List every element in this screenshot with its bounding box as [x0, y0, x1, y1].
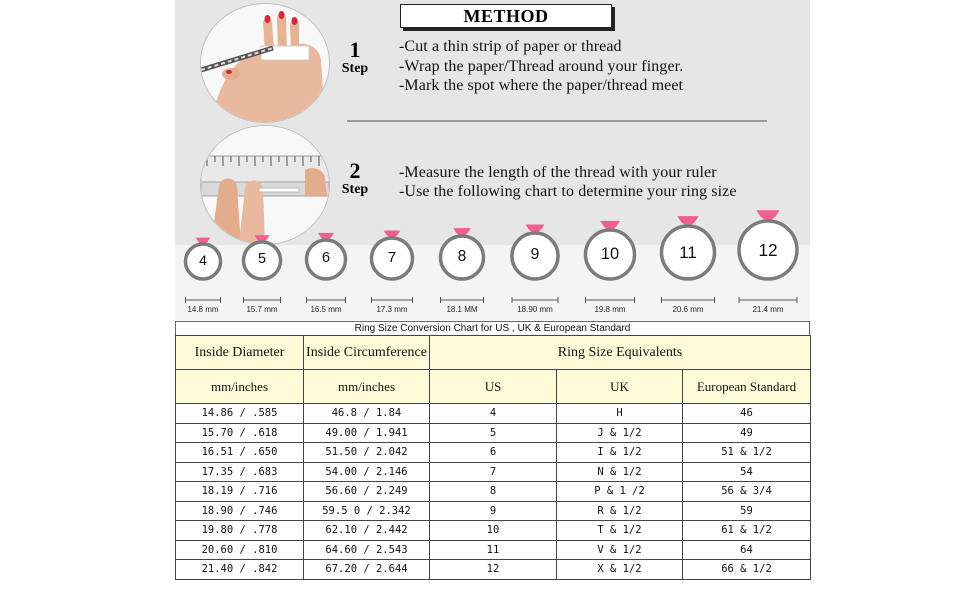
step-2-number: 2 — [349, 158, 361, 183]
ring-size-label: 9 — [530, 246, 540, 263]
cell-european: 56 & 3/4 — [683, 482, 811, 502]
cell-diameter: 14.86 / .585 — [176, 404, 304, 424]
header-inside-circumference: Inside Circumference — [304, 336, 430, 370]
table-row — [176, 521, 811, 541]
cell-circumference: 59.5 0 / 2.342 — [304, 501, 430, 521]
cell-european: 51 & 1/2 — [683, 443, 811, 463]
cell-us: 12 — [430, 560, 557, 580]
method-title: METHOD — [400, 4, 612, 28]
cell-diameter: 18.90 / .746 — [176, 501, 304, 521]
cell-uk: H — [557, 404, 683, 424]
cell-european: 49 — [683, 423, 811, 443]
ring-diameter-label: 14.8 mm — [187, 305, 219, 314]
ring-size-chart — [175, 335, 811, 580]
cell-us: 10 — [430, 521, 557, 541]
header-ring-size-equivalents: Ring Size Equivalents — [430, 336, 811, 370]
step-2-line-1: -Measure the length of the thread with your ruler — [399, 164, 717, 181]
cell-uk: J & 1/2 — [557, 423, 683, 443]
cell-european: 59 — [683, 501, 811, 521]
ring-size-label: 8 — [457, 247, 467, 265]
cell-diameter: 17.35 / .683 — [176, 462, 304, 482]
step-1-line-2: -Wrap the paper/Thread around your finger. — [399, 58, 684, 75]
cell-us: 4 — [430, 404, 557, 424]
table-row — [176, 423, 811, 443]
cell-european: 46 — [683, 404, 811, 424]
table-row — [176, 462, 811, 482]
ring-size-label: 12 — [758, 240, 778, 260]
step-1-word: Step — [341, 61, 369, 76]
table-row — [176, 560, 811, 580]
cell-uk: V & 1/2 — [557, 540, 683, 560]
ring-diameter-label: 18.90 mm — [517, 305, 553, 314]
cell-european: 54 — [683, 462, 811, 482]
cell-circumference: 54.00 / 2.146 — [304, 462, 430, 482]
ring-size-label: 6 — [321, 249, 331, 266]
ring-diameter-label: 21.4 mm — [752, 305, 784, 314]
header-circumference-units: mm/inches — [304, 370, 430, 404]
ring-size-label: 5 — [257, 250, 266, 267]
cell-diameter: 18.19 / .716 — [176, 482, 304, 502]
cell-circumference: 51.50 / 2.042 — [304, 443, 430, 463]
cell-uk: P & 1 /2 — [557, 482, 683, 502]
cell-uk: I & 1/2 — [557, 443, 683, 463]
ring-size-label: 10 — [600, 244, 620, 263]
cell-uk: T & 1/2 — [557, 521, 683, 541]
ring-size-label: 4 — [199, 251, 207, 268]
step-1-line-3: -Mark the spot where the paper/thread meet — [399, 77, 684, 94]
step-2-line-2: -Use the following chart to determine your ring size — [399, 183, 737, 200]
header-european: European Standard — [683, 370, 811, 404]
cell-us: 7 — [430, 462, 557, 482]
ring-size-label: 7 — [387, 248, 397, 266]
table-row — [176, 443, 811, 463]
cell-diameter: 21.40 / .842 — [176, 560, 304, 580]
chart-caption: Ring Size Conversion Chart for US , UK & European Standard — [175, 321, 810, 335]
step-1-number: 1 — [349, 37, 361, 62]
ring-diameter-label: 19.8 mm — [594, 305, 626, 314]
cell-us: 6 — [430, 443, 557, 463]
cell-circumference: 67.20 / 2.644 — [304, 560, 430, 580]
cell-circumference: 62.10 / 2.442 — [304, 521, 430, 541]
cell-us: 11 — [430, 540, 557, 560]
ring-size-sheet — [175, 0, 810, 600]
cell-diameter: 19.80 / .778 — [176, 521, 304, 541]
cell-european: 66 & 1/2 — [683, 560, 811, 580]
cell-us: 5 — [430, 423, 557, 443]
header-us: US — [430, 370, 557, 404]
cell-european: 64 — [683, 540, 811, 560]
measure-line — [739, 297, 797, 303]
table-row — [176, 404, 811, 424]
ring-diameter-label: 16.5 mm — [310, 305, 342, 314]
cell-circumference: 56.60 / 2.249 — [304, 482, 430, 502]
cell-diameter: 15.70 / .618 — [176, 423, 304, 443]
table-row — [176, 501, 811, 521]
cell-uk: X & 1/2 — [557, 560, 683, 580]
step-2-word: Step — [341, 182, 369, 197]
cell-diameter: 16.51 / .650 — [176, 443, 304, 463]
cell-european: 61 & 1/2 — [683, 521, 811, 541]
header-diameter-units: mm/inches — [176, 370, 304, 404]
cell-circumference: 49.00 / 1.941 — [304, 423, 430, 443]
cell-us: 9 — [430, 501, 557, 521]
cell-circumference: 46.8 / 1.84 — [304, 404, 430, 424]
table-row — [176, 482, 811, 502]
ring-graphic — [175, 0, 810, 320]
step-1-line-1: -Cut a thin strip of paper or thread — [399, 38, 622, 55]
cell-diameter: 20.60 / .810 — [176, 540, 304, 560]
table-row — [176, 540, 811, 560]
cell-circumference: 64.60 / 2.543 — [304, 540, 430, 560]
ring-diameter-label: 17.3 mm — [376, 305, 408, 314]
ring-diameter-label: 18.1 MM — [446, 305, 478, 314]
ring-size-label: 11 — [679, 242, 697, 262]
ring-diameter-label: 15.7 mm — [246, 305, 278, 314]
ring-diameter-label: 20.6 mm — [672, 305, 704, 314]
header-inside-diameter: Inside Diameter — [176, 336, 304, 370]
cell-uk: N & 1/2 — [557, 462, 683, 482]
cell-us: 8 — [430, 482, 557, 502]
cell-uk: R & 1/2 — [557, 501, 683, 521]
header-uk: UK — [557, 370, 683, 404]
chart-body — [176, 404, 811, 580]
